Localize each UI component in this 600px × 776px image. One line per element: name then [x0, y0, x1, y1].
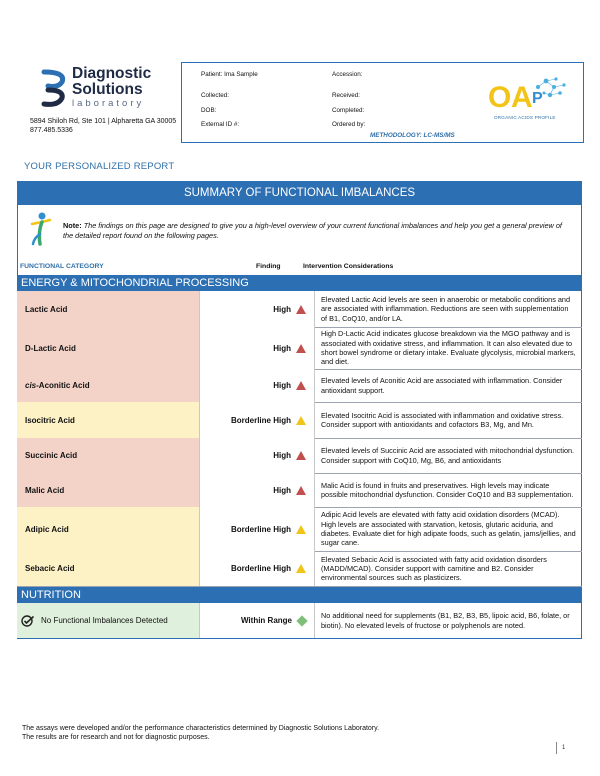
- completed-label: Completed:: [332, 107, 365, 114]
- summary-title: SUMMARY OF FUNCTIONAL IMBALANCES: [17, 181, 582, 205]
- check-badge-icon: [21, 615, 35, 627]
- external-id-label: External ID #:: [201, 121, 240, 128]
- personalized-report-title: YOUR PERSONALIZED REPORT: [24, 161, 175, 172]
- intervention-text: Elevated levels of Succinic Acid are associated with mitochondrial dysfunction. Consider support with CoQ10, Mg, B6, and antioxidants: [321, 446, 575, 465]
- column-header-category: FUNCTIONAL CATEGORY: [20, 263, 104, 270]
- collected-label: Collected:: [201, 92, 230, 99]
- company-address-block: [30, 117, 176, 135]
- high-triangle-icon: [296, 381, 306, 390]
- page-number: 1: [562, 745, 566, 751]
- borderline-triangle-icon: [296, 416, 306, 425]
- high-triangle-icon: [296, 344, 306, 353]
- summary-note: [63, 221, 573, 240]
- finding-text: Borderline High: [230, 524, 291, 534]
- table-row: [17, 438, 582, 474]
- accession-label: Accession:: [332, 71, 363, 78]
- finding-cell: [199, 402, 315, 438]
- high-triangle-icon: [296, 305, 306, 314]
- table-row: [17, 551, 582, 587]
- svg-text:P: P: [532, 90, 543, 107]
- finding-cell: [199, 327, 315, 369]
- footer-disclaimer: The assays were developed and/or the performance characteristics determined by Diagnostic Solutions Laboratory. The results are for research and not for diagnostic purposes.: [22, 725, 380, 741]
- svg-text:O: O: [488, 81, 512, 114]
- finding-text: High: [273, 381, 291, 390]
- person-figure-icon: [30, 212, 52, 246]
- finding-text: Borderline High: [230, 415, 291, 425]
- section-nutrition: NUTRITION: [17, 587, 582, 603]
- intervention-text: Adipic Acid levels are elevated with fatty acid oxidation disorders (MCAD). High levels are associated with starvation, ketosis, glutaric aciduria, and diabetes. Evaluate diet for high adipate foods, such as gelatin, jams/jellies, and sugar cane.: [321, 510, 576, 548]
- category-name-prefix: cis: [25, 381, 37, 390]
- intervention-text: Malic Acid is found in fruits and preservatives. High levels may indicate possible mitochondrial dysfunction. Consider CoQ10 and B3 supplementation.: [321, 480, 574, 499]
- intervention-text: Elevated levels of Aconitic Acid are associated with inflammation. Consider antioxidant support.: [321, 376, 563, 395]
- category-name-rest: -Aconitic Acid: [36, 381, 90, 390]
- company-address: 5894 Shiloh Rd, Ste 101 | Alpharetta GA 30005: [30, 118, 177, 125]
- intervention-text: High D-Lactic Acid indicates glucose breakdown via the MGO pathway and is associated with oxidative stress, and inflammation. It can also elevated due to short bowel syndrome or dietary intake. Evaluate glycolysis, microbial markers, and diet.: [321, 329, 576, 367]
- table-row: [17, 291, 582, 328]
- finding-cell: [199, 369, 315, 402]
- finding-text: Borderline High: [230, 564, 291, 573]
- table-row: [17, 603, 582, 638]
- column-header-intervention: Intervention Considerations: [303, 263, 394, 270]
- oap-caption: ORGANIC ACIDS PROFILE: [494, 115, 556, 120]
- category-name: D-Lactic Acid: [17, 327, 199, 369]
- finding-cell: [199, 551, 315, 586]
- methodology: METHODOLOGY: LC-MS/MS: [370, 132, 455, 139]
- ordered-by-label: Ordered by:: [332, 121, 366, 128]
- company-phone: 877.485.5336: [30, 127, 73, 134]
- page-divider: [556, 742, 557, 754]
- section-energy: ENERGY & MITOCHONDRIAL PROCESSING: [17, 275, 582, 291]
- finding-cell: [199, 603, 315, 638]
- finding-cell: [199, 507, 315, 551]
- table-row: [17, 473, 582, 508]
- note-text: The findings on this page are designed to give you a high-level overview of your current functional imbalances and help you get a general preview of the detailed report found on the following pages.: [63, 221, 562, 240]
- category-name: Succinic Acid: [17, 438, 199, 473]
- received-label: Received:: [332, 92, 361, 99]
- company-name-line1: Diagnostic: [72, 65, 152, 82]
- company-name-line2: Solutions: [72, 81, 143, 98]
- intervention-text: Elevated Sebacic Acid is associated with fatty acid oxidation disorders (MADD/MCAD). Consider support with carnitine and B2. Consider environmental sources such as plasticizers.: [321, 554, 547, 583]
- category-name: [17, 369, 199, 402]
- finding-cell: [199, 438, 315, 473]
- category-name: Isocitric Acid: [17, 402, 199, 438]
- within-range-diamond-icon: [296, 615, 307, 626]
- column-header-finding: Finding: [256, 263, 281, 270]
- nutrition-status: No Functional Imbalances Detected: [41, 616, 168, 625]
- borderline-triangle-icon: [296, 564, 306, 573]
- patient-name: Patient: Ima Sample: [201, 71, 258, 78]
- finding-text: High: [273, 343, 291, 353]
- dob-label: DOB:: [201, 107, 217, 114]
- svg-text:A: A: [511, 81, 533, 114]
- intervention-text: Elevated Lactic Acid levels are seen in anaerobic or metabolic conditions and are associated with inflammation. Reductions are seen with supplementation of B1, CoQ10, and/or LA.: [321, 295, 571, 323]
- category-name: Malic Acid: [17, 473, 199, 507]
- table-row: [17, 369, 582, 403]
- category-name: Adipic Acid: [17, 507, 199, 551]
- finding-cell: [199, 291, 315, 327]
- high-triangle-icon: [296, 451, 306, 460]
- finding-text: Within Range: [240, 616, 292, 625]
- company-subtitle: laboratory: [72, 98, 145, 109]
- finding-cell: [199, 473, 315, 507]
- finding-text: High: [273, 304, 291, 314]
- category-name: [17, 603, 199, 638]
- borderline-triangle-icon: [296, 525, 306, 534]
- high-triangle-icon: [296, 486, 306, 495]
- table-row: [17, 327, 582, 370]
- finding-text: High: [273, 451, 291, 460]
- table-row: [17, 507, 582, 552]
- category-name: Lactic Acid: [17, 291, 199, 327]
- intervention-text: Elevated Isocitric Acid is associated with inflammation and oxidative stress. Consider support with antioxidants and cofactors B3, Mg, and Mn.: [321, 410, 564, 429]
- finding-text: High: [273, 485, 291, 495]
- intervention-text: No additional need for supplements (B1, B2, B3, B5, lipoic acid, B6, folate, or biotin). No elevated levels of fructose or polyphenols are noted.: [321, 611, 570, 630]
- oap-logo-icon: [486, 75, 576, 120]
- note-label: Note:: [63, 221, 82, 230]
- diagnostic-solutions-logo-icon: [40, 68, 70, 108]
- company-name: [72, 66, 151, 98]
- category-name: Sebacic Acid: [17, 551, 199, 586]
- table-row: [17, 402, 582, 439]
